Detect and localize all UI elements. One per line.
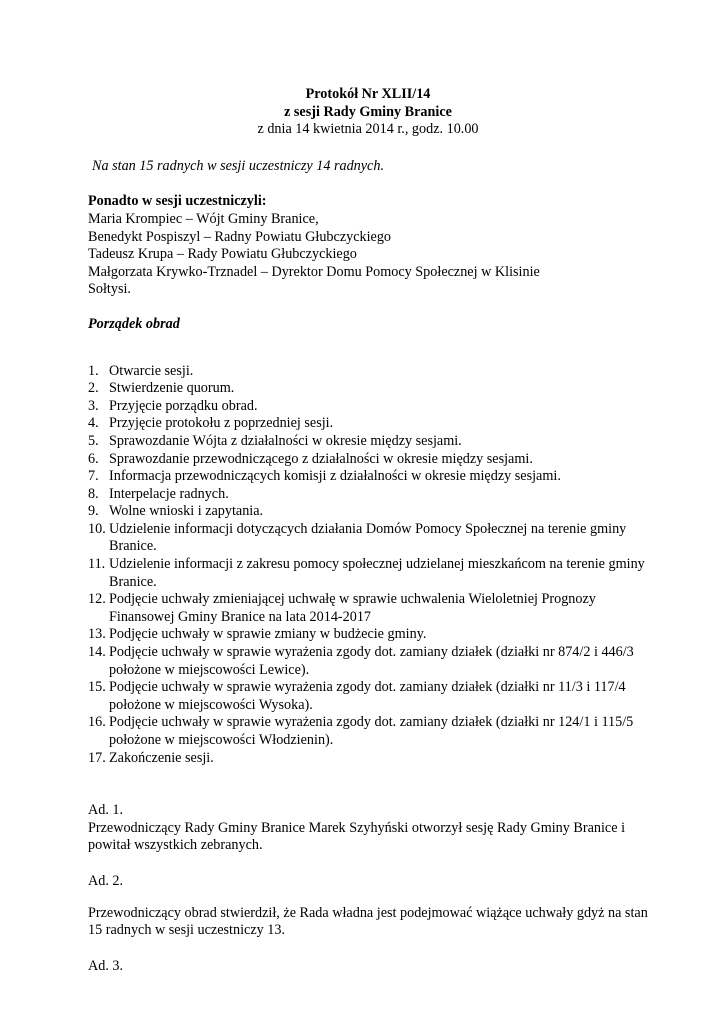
agenda-item-number: 8. — [88, 485, 99, 502]
agenda-item — [88, 591, 648, 626]
agenda-item-number: 4. — [88, 415, 99, 432]
agenda-item — [88, 468, 648, 486]
agenda-item — [88, 503, 648, 521]
attendee-line: Sołtysi. — [88, 281, 131, 298]
agenda-item-text: Informacja przewodniczących komisji z działalności w okresie między sesjami. — [109, 468, 561, 485]
attendee-line: Tadeusz Krupa – Rady Powiatu Głubczyckiego — [88, 246, 357, 263]
agenda-item-number: 10. — [88, 520, 106, 537]
ad-3-section — [88, 958, 648, 976]
agenda-item-text: Podjęcie uchwały w sprawie wyrażenia zgody dot. zamiany działek (działki nr 874/2 i 446/3 położone w miejscowości Lewice). — [109, 644, 634, 678]
agenda-item-number: 16. — [88, 714, 106, 731]
agenda-item — [88, 679, 648, 714]
agenda-item-text: Podjęcie uchwały w sprawie wyrażenia zgody dot. zamiany działek (działki nr 124/1 i 115/5 położone w miejscowości Włodzienin). — [109, 714, 634, 748]
attendance-note: Na stan 15 radnych w sesji uczestniczy 14 radnych. — [92, 157, 384, 174]
agenda-item — [88, 433, 648, 451]
agenda-item-number: 2. — [88, 380, 99, 397]
document-date: z dnia 14 kwietnia 2014 r., godz. 10.00 — [257, 121, 479, 138]
agenda-item — [88, 451, 648, 469]
agenda-item — [88, 750, 648, 768]
agenda-item — [88, 521, 648, 556]
ad-2-section — [88, 873, 648, 940]
agenda-item-text: Stwierdzenie quorum. — [109, 380, 235, 397]
agenda-item-text: Udzielenie informacji z zakresu pomocy społecznej udzielanej mieszkańcom na terenie gminy Branice. — [109, 556, 645, 590]
agenda-item-number: 9. — [88, 503, 99, 520]
document-header — [88, 86, 648, 139]
agenda-item — [88, 626, 648, 644]
agenda-item-text: Przyjęcie protokołu z poprzedniej sesji. — [109, 415, 334, 432]
document-page — [88, 86, 648, 990]
ad-1-section — [88, 802, 648, 855]
agenda-item-number: 17. — [88, 749, 106, 766]
ad-2-text: Przewodniczący obrad stwierdził, że Rada władna jest podejmować wiążące uchwały gdyż na stan 15 radnych w sesji uczestniczy 13. — [88, 904, 648, 939]
document-title: Protokół Nr XLII/14 — [305, 86, 431, 102]
agenda-item-text: Sprawozdanie przewodniczącego z działalności w okresie między sesjami. — [109, 450, 533, 467]
agenda-item — [88, 556, 648, 591]
agenda-item-text: Udzielenie informacji dotyczących działania Domów Pomocy Społecznej na terenie gminy Branice. — [109, 520, 627, 555]
agenda-item — [88, 398, 648, 416]
agenda-item — [88, 380, 648, 398]
ad-2-label: Ad. 2. — [88, 872, 124, 889]
agenda-item-number: 1. — [88, 362, 99, 379]
attendee-line: Małgorzata Krywko-Trznadel – Dyrektor Domu Pomocy Społecznej w Klisinie — [88, 263, 540, 280]
agenda-item-text: Podjęcie uchwały zmieniającej uchwałę w sprawie uchwalenia Wieloletniej Prognozy Finansowej Gminy Branice na lata 2014-2017 — [109, 591, 596, 625]
agenda-list — [88, 363, 648, 768]
agenda-item-number: 6. — [88, 450, 99, 467]
ad-1-text: Przewodniczący Rady Gminy Branice Marek Szyhyński otworzył sesję Rady Gminy Branice i powitał wszystkich zebranych. — [88, 819, 626, 854]
agenda-item — [88, 644, 648, 679]
agenda-item-text: Podjęcie uchwały w sprawie wyrażenia zgody dot. zamiany działek (działki nr 11/3 i 117/4 położone w miejscowości Wysoka). — [109, 679, 626, 713]
agenda-item-number: 5. — [88, 432, 99, 449]
agenda-item — [88, 714, 648, 749]
agenda-item-number: 3. — [88, 397, 99, 414]
attendee-line: Benedykt Pospiszyl – Radny Powiatu Głubczyckiego — [88, 228, 392, 245]
agenda-item — [88, 415, 648, 433]
agenda-item-number: 15. — [88, 679, 106, 696]
agenda-heading: Porządek obrad — [88, 315, 180, 332]
agenda-item-text: Interpelacje radnych. — [109, 485, 229, 502]
agenda-item-text: Zakończenie sesji. — [109, 749, 214, 766]
ad-1-label: Ad. 1. — [88, 802, 124, 819]
agenda-item-number: 14. — [88, 644, 106, 661]
attendees-heading: Ponadto w sesji uczestniczyli: — [88, 193, 267, 210]
ad-3-label: Ad. 3. — [88, 957, 124, 974]
attendee-line: Maria Krompiec – Wójt Gminy Branice, — [88, 210, 319, 227]
agenda-item — [88, 486, 648, 504]
agenda-item-text: Sprawozdanie Wójta z działalności w okresie między sesjami. — [109, 432, 462, 449]
agenda-item-text: Wolne wnioski i zapytania. — [109, 503, 264, 520]
agenda-item-number: 7. — [88, 468, 99, 485]
agenda-item-number: 13. — [88, 626, 106, 643]
attendees-section — [88, 193, 648, 299]
agenda-item-text: Przyjęcie porządku obrad. — [109, 397, 258, 414]
agenda-item-text: Podjęcie uchwały w sprawie zmiany w budżecie gminy. — [109, 626, 427, 643]
agenda-item — [88, 363, 648, 381]
agenda-item-number: 12. — [88, 591, 106, 608]
agenda-item-number: 11. — [88, 556, 106, 573]
document-subtitle: z sesji Rady Gminy Branice — [284, 103, 452, 120]
agenda-item-text: Otwarcie sesji. — [109, 362, 194, 379]
